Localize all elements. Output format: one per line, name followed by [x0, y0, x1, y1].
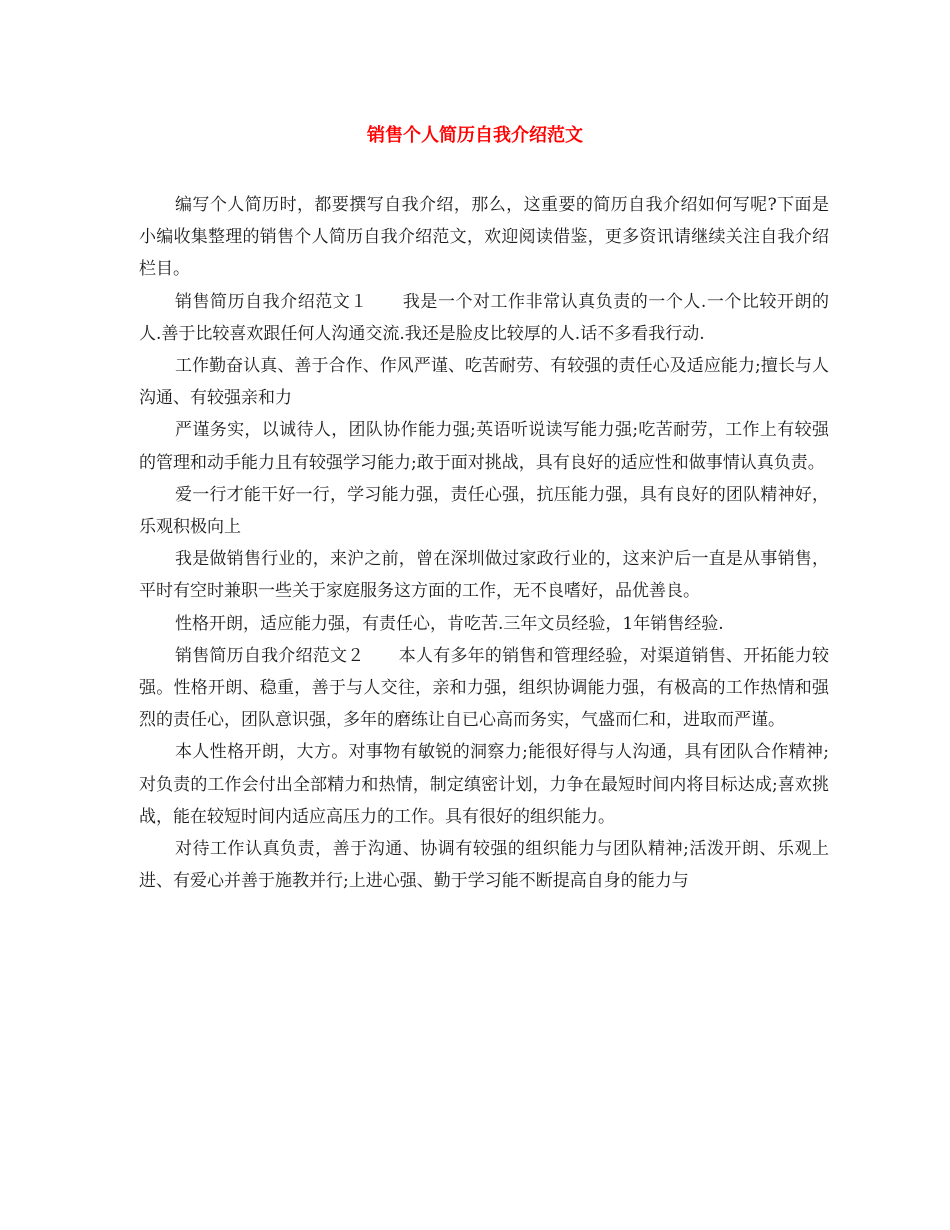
paragraph-intro: 编写个人简历时，都要撰写自我介绍，那么，这重要的简历自我介绍如何写呢?下面是小编收集整理的销售个人简历自我介绍范文，欢迎阅读借鉴，更多资讯请继续关注自我介绍栏目。 [139, 195, 829, 280]
paragraph: 本人性格开朗，大方。对事物有敏锐的洞察力;能很好得与人沟通，具有团队合作精神;对负责的工作会付出全部精力和热情，制定缜密计划，力争在最短时间内将目标达成;喜欢挑战，能在较短时间内适应高压力的工作。具有很好的组织能力。 [139, 742, 829, 827]
document-title: 销售个人简历自我介绍范文 [367, 125, 583, 146]
paragraph: 对待工作认真负责，善于沟通、协调有较强的组织能力与团队精神;活泼开朗、乐观上进、有爱心并善于施教并行;上进心强、勤于学习能不断提高自身的能力与 [139, 839, 829, 892]
paragraph: 爱一行才能干好一行，学习能力强，责任心强，抗压能力强，具有良好的团队精神好，乐观积极向上 [139, 484, 829, 538]
paragraph: 严谨务实，以诚待人，团队协作能力强;英语听说读写能力强;吃苦耐劳，工作上有较强的管理和动手能力且有较强学习能力;敢于面对挑战，具有良好的适应性和做事情认真负责。 [139, 420, 829, 473]
paragraph: 我是做销售行业的，来沪之前，曾在深圳做过家政行业的，这来沪后一直是从事销售，平时有空时兼职一些关于家庭服务这方面的工作，无不良嗜好，品优善良。 [139, 549, 829, 602]
paragraph: 性格开朗，适应能力强，有责任心，肯吃苦.三年文员经验，1年销售经验. [175, 613, 724, 634]
paragraph: 工作勤奋认真、善于合作、作风严谨、吃苦耐劳、有较强的责任心及适应能力;擅长与人沟通、有较强亲和力 [139, 356, 829, 409]
paragraph-sample-2: 销售简历自我介绍范文２ 本人有多年的销售和管理经验，对渠道销售、开拓能力较强。性格开朗、稳重，善于与人交往，亲和力强，组织协调能力强，有极高的工作热情和强烈的责任心，团队意识强，多年的磨练让自已心高而务实，气盛而仁和，进取而严谨。 [139, 645, 829, 731]
paragraph-sample-1: 销售简历自我介绍范文１ 我是一个对工作非常认真负责的一个人.一个比较开朗的人.善于比较喜欢跟任何人沟通交流.我还是脸皮比较厚的人.话不多看我行动. [139, 291, 829, 344]
document-body [139, 189, 829, 897]
